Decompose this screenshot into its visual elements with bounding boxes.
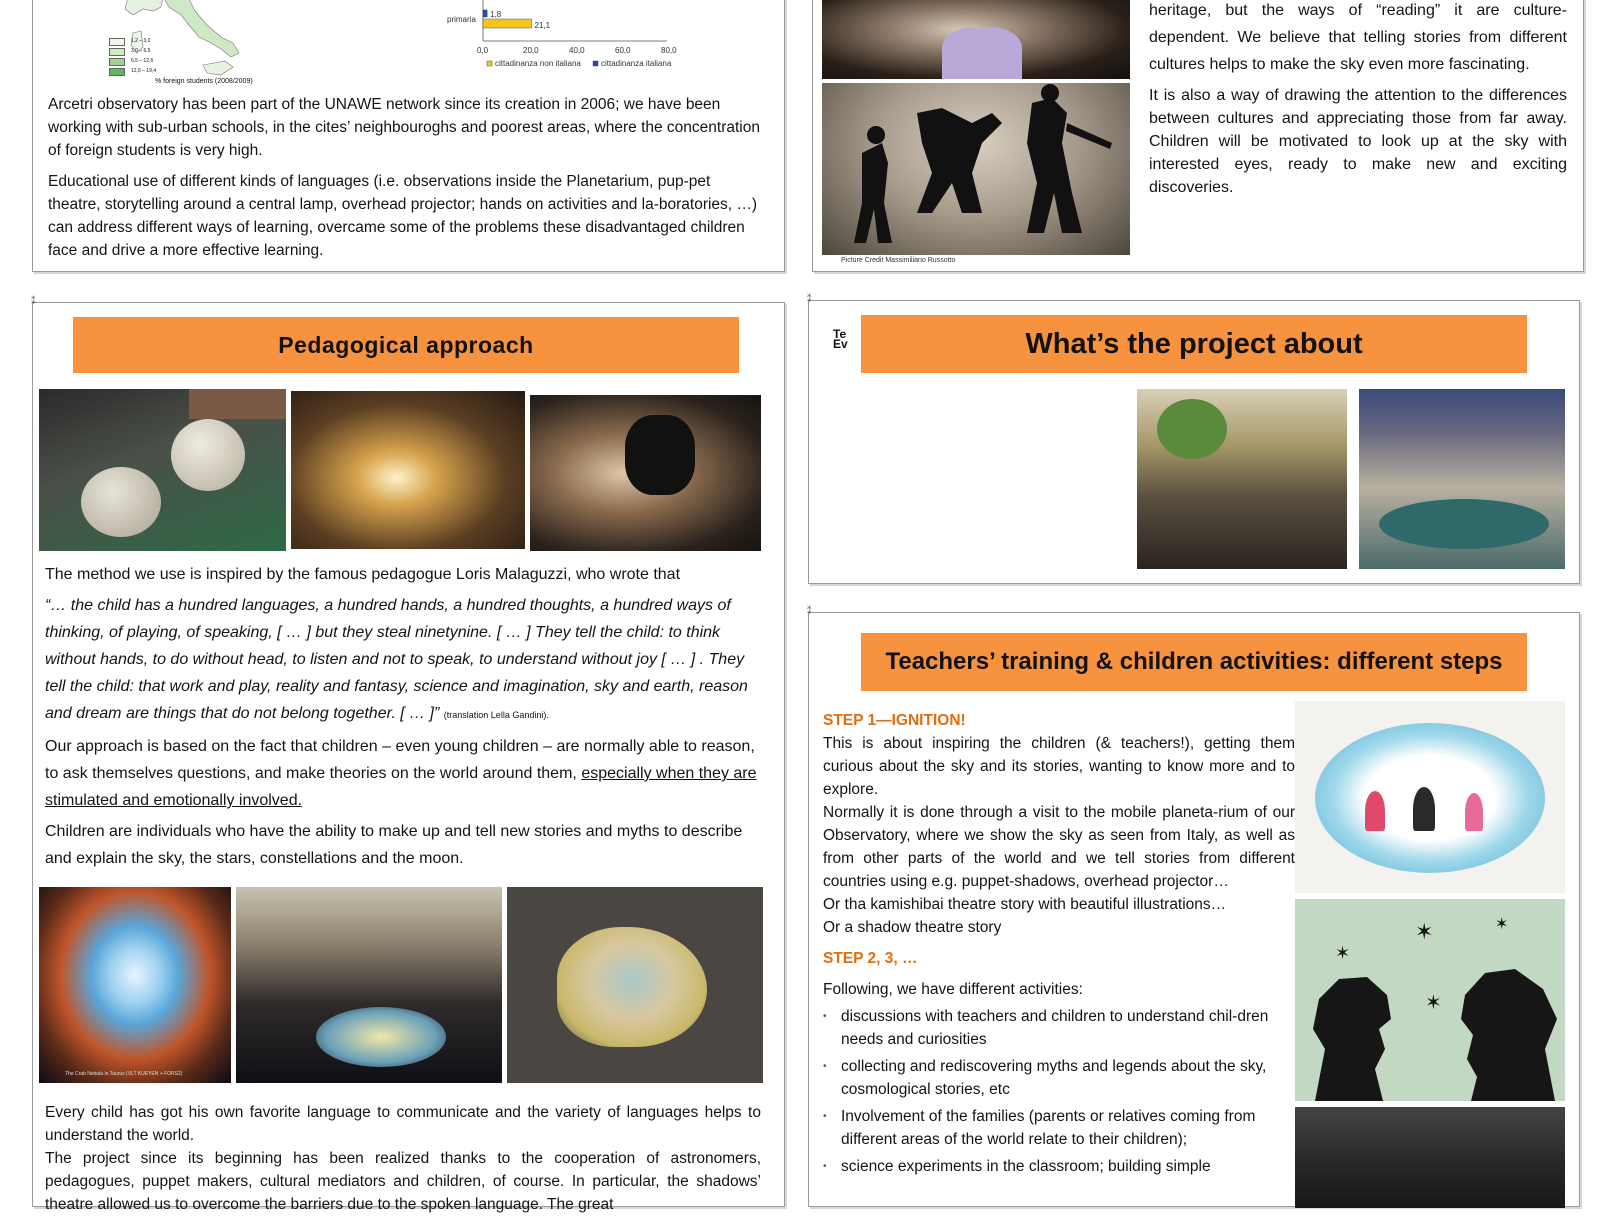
bar-value-label-1: 1,8: [490, 10, 502, 19]
bar-value-label-2: 21,1: [534, 21, 551, 30]
bar-italian: [483, 10, 487, 17]
project-title: What’s the project about: [861, 315, 1527, 373]
ball-2: [171, 419, 245, 491]
legend-swatch: [109, 58, 125, 66]
activity-item: • discussions with teachers and children to understand chil-dren needs and curiosities: [841, 1005, 1295, 1051]
legend-range-label: 1,2 – 3,0: [131, 38, 151, 44]
legend-swatch-non-italian: [487, 61, 492, 66]
bottom-paragraph-1: Every child has got his own favorite language to communicate and the variety of languages helps to understand the world.: [45, 1104, 761, 1144]
kids-painting-photo: [236, 887, 502, 1083]
step1-text-4: Or a shadow theatre story: [823, 919, 1002, 936]
step1-text: This is about inspiring the children (& teachers!), getting them curious about the sky and its stories, wanting to know more and to explore.: [823, 735, 1295, 798]
bar-tick-label: 0,0: [477, 46, 489, 55]
paper-mache-photo: [39, 389, 286, 551]
pin-icon: ⁑: [31, 296, 36, 306]
teachers-title: Teachers’ training & children activities: different steps: [861, 633, 1527, 691]
pedagogical-panel: [31, 296, 785, 1213]
intro-paragraphs: [48, 93, 760, 270]
pedagogical-text: [45, 561, 761, 880]
approach-paragraph: [45, 733, 761, 814]
intro-line: The method we use is inspired by the famous pedagogue Loris Malaguzzi, who wrote that: [45, 566, 681, 583]
bar-chart: [411, 0, 691, 77]
svg-text:✶: ✶: [1425, 992, 1442, 1014]
intro-panel: [32, 0, 785, 272]
cultures-panel: [812, 0, 1584, 272]
map-legend-row: [109, 57, 253, 66]
drawn-figure-3: [1465, 793, 1483, 831]
table-shape: [1379, 499, 1549, 549]
glitter-art-photo: [507, 887, 763, 1083]
map-legend: [109, 37, 253, 86]
audience-photo: [1295, 1107, 1565, 1208]
svg-text:✶: ✶: [1495, 916, 1509, 933]
drawn-figure-2: [1413, 787, 1435, 831]
bar-non-italian: [483, 19, 532, 28]
ball-1: [81, 467, 161, 537]
legend-swatch: [109, 48, 125, 56]
classroom-circle-photo: [1137, 389, 1347, 569]
cultures-text: [1149, 0, 1567, 207]
stray-glyphs: Te Ev: [833, 327, 848, 351]
step1-text-3: Or tha kamishibai theatre story with beautiful illustrations…: [823, 896, 1227, 913]
legend-swatch: [109, 38, 125, 46]
activity-item: • Involvement of the families (parents or relatives coming from different areas of the world relate to their children);: [841, 1105, 1295, 1151]
bar-tick-label: 40,0: [569, 46, 585, 55]
quote-text: “… the child has a hundred languages, a hundred hands, a hundred thoughts, a hundred ways of thinking, of playing, of speaking, [ … ] but they steal ninetynine. [ … ] They tell the child: to think without hands, to do without head, to listen and not to speak, to understand without joy [ … ] . They tell the child: that work and play, reality and fantasy, science and imagination, sky and earth, reason and dream are things that do not belong together. [ … ]”: [45, 597, 748, 722]
pedagogical-bottom-text: [45, 1101, 761, 1216]
drawn-figure-1: [1365, 791, 1385, 831]
svg-text:✶: ✶: [1415, 919, 1434, 944]
translation-note: (translation Lella Gandini).: [443, 710, 549, 720]
legend-label-italian: cittadinanza italiana: [601, 59, 672, 68]
shadow-theatre-photo: [1295, 899, 1565, 1101]
legend-range-label: 12,6 – 19,4: [131, 68, 157, 74]
map-north-italy: [125, 0, 163, 15]
approach-emphasis: especially when they are stimulated and emotionally involved.: [45, 765, 757, 809]
intro-paragraph-1: Arcetri observatory has been part of the UNAWE network since its creation in 2006; we have been working with sub-urban schools, in the cites’ neighbouroghs and poorest areas, where the concentration of foreign students is very high.: [48, 96, 760, 159]
cultures-paragraph-1: heritage, but the ways of “reading” it are culture-dependent. We believe that telling stories from different cultures helps to make the sky even more fascinating.: [1149, 2, 1567, 73]
legend-range-label: 6,5 – 12,6: [131, 58, 154, 64]
glitter-shape: [557, 927, 707, 1047]
step1-heading: STEP 1—IGNITION!: [823, 712, 966, 729]
pin-icon: ⁑: [807, 606, 812, 616]
shadow-puppets-photo: [822, 83, 1130, 255]
teachers-table-photo: [1359, 389, 1565, 569]
child-photo: [822, 0, 1130, 79]
legend-swatch: [109, 68, 125, 76]
photo-credit: Picture Credit Massimiliano Russotto: [841, 257, 956, 264]
activity-item: • science experiments in the classroom; building simple: [841, 1155, 1295, 1178]
bar-tick-label: 80,0: [661, 46, 677, 55]
nebula-caption: The Crab Nebula in Taurus (VLT KUEYEN + FORS2): [65, 1071, 183, 1077]
girl-photo: [530, 395, 761, 551]
approach-text: Our approach is based on the fact that children – even young children – are normally able to reason, to ask themselves questions, and make theories on the world around them,: [45, 738, 755, 782]
activities-list: [823, 1005, 1295, 1178]
cultures-paragraph-2: It is also a way of drawing the attention to the differences between cultures and appreciating those from far away. Children will be motivated to look up at the sky with interested eyes, ready to make new and exciting discoveries.: [1149, 87, 1567, 196]
lamp-photo: [291, 391, 525, 549]
map-legend-row: [109, 47, 253, 56]
legend-label-non-italian: cittadinanza non italiana: [495, 59, 581, 68]
crab-nebula-photo: [39, 887, 231, 1083]
children-paragraph: Children are individuals who have the ability to make up and tell new stories and myths to describe and explain the sky, the stars, constellations and the moon.: [45, 823, 743, 867]
map-legend-row: [109, 67, 253, 76]
bar-tick-label: 60,0: [615, 46, 631, 55]
painted-disc: [316, 1007, 446, 1067]
svg-text:✶: ✶: [1335, 943, 1351, 963]
step2-heading: STEP 2, 3, …: [823, 950, 918, 967]
bar-tick-label: 20,0: [523, 46, 539, 55]
puppet-silhouettes: [822, 83, 1130, 255]
activity-item: • collecting and rediscovering myths and legends about the sky, cosmological stories, etc: [841, 1055, 1295, 1101]
bottom-paragraph-2: The project since its beginning has been realized thanks to the cooperation of astronomers, pedagogues, puppet makers, cultural mediators and children, of course. In particular, the shadows’ theatre allowed us to overcome the barriers due to the spoken language. The great: [45, 1150, 761, 1213]
shadow-faces: [1295, 899, 1565, 1101]
step1-text-2: Normally it is done through a visit to the mobile planeta-rium of our Observatory, where we show the sky as seen from Italy, as well as from other parts of the world and we tell stories from different countries using e.g. puppet-shadows, overhead projector…: [823, 804, 1295, 890]
malaguzzi-quote: [45, 592, 761, 729]
steps-text: [823, 709, 1295, 1182]
pin-icon: ⁑: [807, 294, 812, 304]
pedagogical-title: Pedagogical approach: [73, 317, 739, 373]
bar-category-label: primaria: [447, 15, 476, 24]
child-drawing-photo: [1295, 701, 1565, 893]
map-legend-caption: % foreign students (2008/2009): [155, 78, 253, 85]
shadow-puppet-shape: [625, 415, 695, 495]
intro-paragraph-2: Educational use of different kinds of languages (i.e. observations inside the Planetarium, pup-pet theatre, storytelling around a central lamp, overhead projector; hands on activities and la-boratories, …) can address different ways of learning, overcame some of the problems these disadvantaged children face and drive a more effective learning.: [48, 173, 758, 259]
legend-range-label: 3,0 – 6,5: [131, 48, 151, 54]
scarf-shape: [942, 27, 1022, 79]
plant-shape: [1157, 399, 1227, 459]
books: [189, 389, 286, 419]
map-legend-row: [109, 37, 253, 46]
legend-swatch-italian: [593, 61, 598, 66]
step2-intro: Following, we have different activities:: [823, 981, 1083, 998]
teachers-panel: [807, 606, 1580, 1207]
project-panel: [807, 294, 1580, 584]
